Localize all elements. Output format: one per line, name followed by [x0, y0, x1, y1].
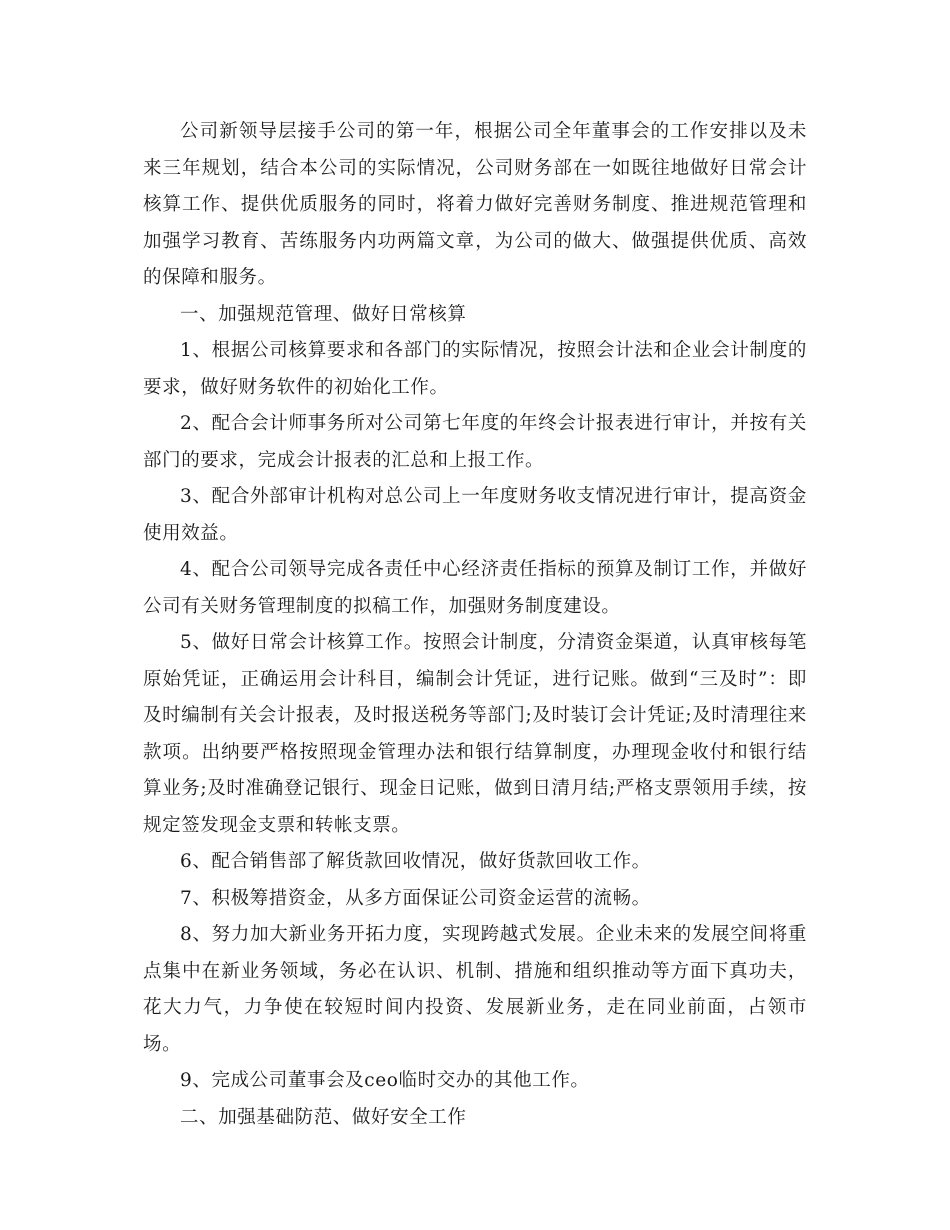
intro-paragraph: 公司新领导层接手公司的第一年，根据公司全年董事会的工作安排以及未来三年规划，结合本公司的实际情况，公司财务部在一如既往地做好日常会计核算工作、提供优质服务的同时，将着力做好完善财务制度、推进规范管理和加强学习教育、苦练服务内功两篇文章，为公司的做大、做强提供优质、高效的保障和服务。 — [143, 121, 807, 288]
list-item-4: 4、配合公司领导完成各责任中心经济责任指标的预算及制订工作，并做好公司有关财务管理制度的拟稿工作，加强财务制度建设。 — [143, 559, 807, 617]
list-item-7: 7、积极筹措资金，从多方面保证公司资金运营的流畅。 — [180, 887, 651, 909]
list-item-8: 8、努力加大新业务开拓力度，实现跨越式发展。企业未来的发展空间将重点集中在新业务领域，务必在认识、机制、措施和组织推动等方面下真功夫，花大力气，力争使在较短时间内投资、发展新业务，走在同业前面，占领市场。 — [143, 924, 807, 1055]
section-heading-1: 一、加强规范管理、做好日常核算 — [180, 303, 467, 325]
list-item-3: 3、配合外部审计机构对总公司上一年度财务收支情况进行审计，提高资金使用效益。 — [143, 486, 807, 544]
section-heading-2: 二、加强基础防范、做好安全工作 — [180, 1106, 467, 1128]
document-body — [143, 114, 807, 1136]
list-item-6: 6、配合销售部了解货款回收情况，做好货款回收工作。 — [180, 851, 651, 872]
list-item-2: 2、配合会计师事务所对公司第七年度的年终会计报表进行审计，并按有关部门的要求，完成会计报表的汇总和上报工作。 — [143, 413, 807, 471]
list-item-9: 9、完成公司董事会及ceo临时交办的其他工作。 — [180, 1070, 590, 1091]
list-item-1: 1、根据公司核算要求和各部门的实际情况，按照会计法和企业会计制度的要求，做好财务软件的初始化工作。 — [143, 340, 807, 398]
list-item-5: 5、做好日常会计核算工作。按照会计制度，分清资金渠道，认真审核每笔原始凭证，正确运用会计科目，编制会计凭证，进行记账。做到“三及时”：即及时编制有关会计报表，及时报送税务等部门;及时装订会计凭证;及时清理往来款项。出纳要严格按照现金管理办法和银行结算制度，办理现金收付和银行结算业务;及时准确登记银行、现金日记账，做到日清月结;严格支票领用手续，按规定签发现金支票和转帐支票。 — [143, 632, 807, 836]
